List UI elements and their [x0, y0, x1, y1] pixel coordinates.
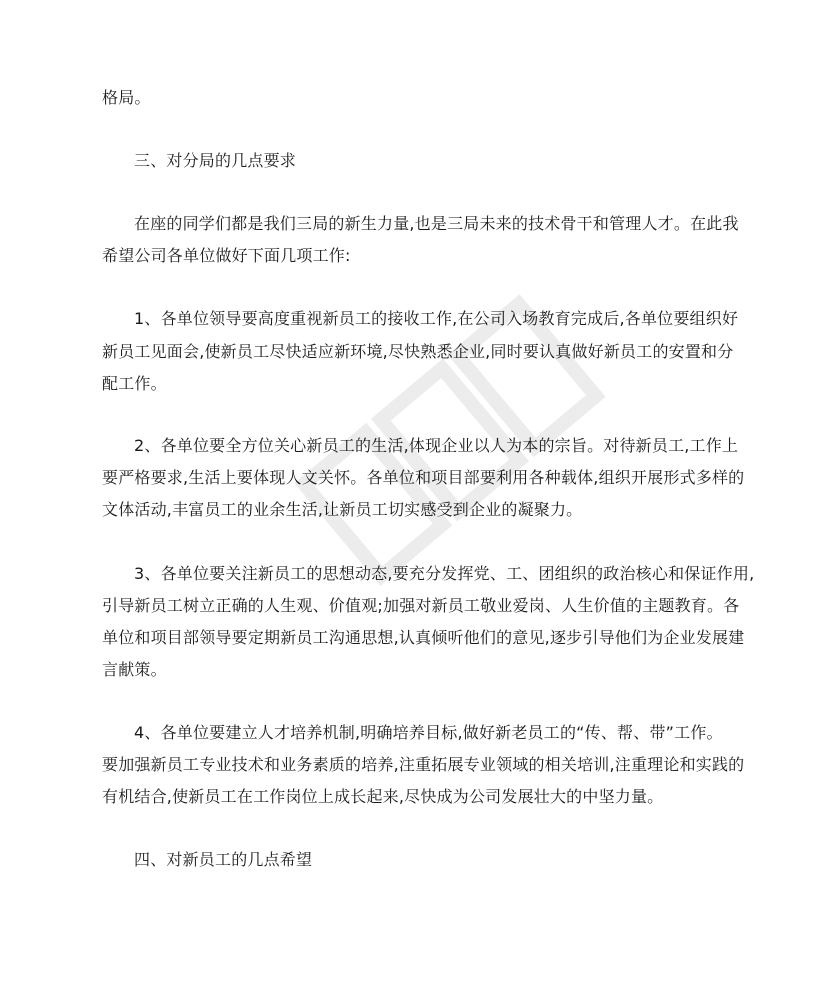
paragraph-line: 言献策。 [102, 660, 167, 679]
paragraph-line: 格局。 [102, 88, 151, 107]
paragraph-line: 在座的同学们都是我们三局的新生力量,也是三局未来的技术骨干和管理人才。在此我 [134, 214, 739, 233]
section-heading: 四、对新员工的几点希望 [134, 850, 313, 869]
paragraph-line: 文体活动,丰富员工的业余生活,让新员工切实感受到企业的凝聚力。 [102, 500, 583, 519]
paragraph-line: 配工作。 [102, 374, 167, 393]
paragraph-line: 3、各单位要关注新员工的思想动态,要充分发挥党、工、团组织的政治核心和保证作用, [134, 564, 755, 583]
paragraph-line: 引导新员工树立正确的人生观、价值观;加强对新员工敬业爱岗、人生价值的主题教育。各 [102, 596, 740, 615]
paragraph-line: 有机结合,使新员工在工作岗位上成长起来,尽快成为公司发展壮大的中坚力量。 [102, 787, 664, 806]
section-heading: 三、对分局的几点要求 [134, 151, 297, 170]
paragraph-line: 4、各单位要建立人才培养机制,明确培养目标,做好新老员工的“传、帮、带”工作。 [134, 723, 723, 742]
paragraph-line: 希望公司各单位做好下面几项工作: [102, 246, 351, 265]
paragraph-line: 2、各单位要全方位关心新员工的生活,体现企业以人为本的宗旨。对待新员工,工作上 [134, 436, 739, 455]
paragraph-line: 单位和项目部领导要定期新员工沟通思想,认真倾听他们的意见,逐步引导他们为企业发展建 [102, 628, 745, 647]
paragraph-line: 要加强新员工专业技术和业务素质的培养,注重拓展专业领域的相关培训,注重理论和实践的 [102, 755, 745, 774]
paragraph-line: 1、各单位领导要高度重视新员工的接收工作,在公司入场教育完成后,各单位要组织好 [134, 309, 739, 328]
paragraph-line: 要严格要求,生活上要体现人文关怀。各单位和项目部要利用各种载体,组织开展形式多样的 [102, 468, 745, 487]
paragraph-line: 新员工见面会,使新员工尽快适应新环境,尽快熟悉企业,同时要认真做好新员工的安置和分 [102, 342, 734, 361]
